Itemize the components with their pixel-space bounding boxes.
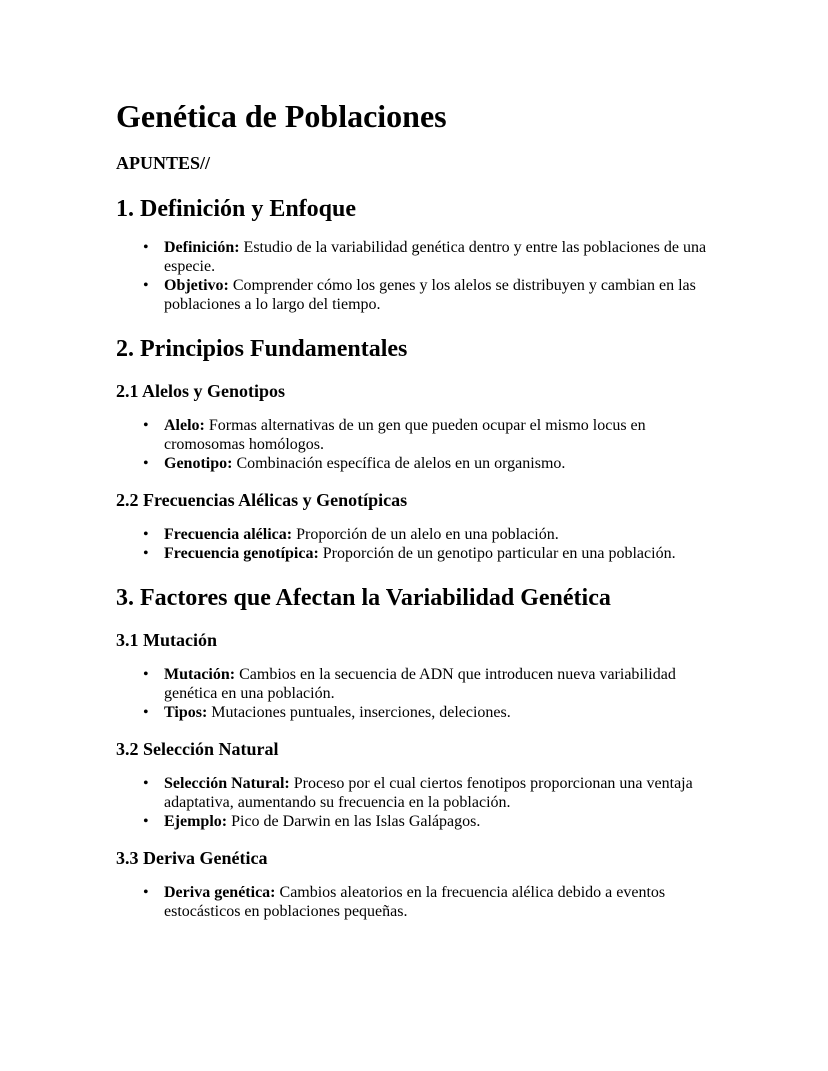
item-text: Proporción de un genotipo particular en una población.	[318, 545, 676, 562]
list-item	[143, 703, 716, 722]
item-term: Definición:	[164, 239, 240, 256]
document-page	[116, 96, 716, 921]
bullet-icon: •	[143, 545, 149, 562]
bullet-icon: •	[143, 666, 149, 683]
list-item	[143, 665, 716, 703]
bullet-icon: •	[143, 704, 149, 721]
subsection-heading: 2.2 Frecuencias Alélicas y Genotípicas	[116, 490, 408, 510]
bullet-icon: •	[143, 277, 149, 294]
item-text: Cambios en la secuencia de ADN que introducen nueva variabilidad genética en una población.	[164, 666, 676, 702]
item-text: Cambios aleatorios en la frecuencia alélica debido a eventos estocásticos en poblaciones pequeñas.	[164, 884, 666, 920]
item-term: Objetivo:	[164, 277, 229, 294]
section-heading: 1. Definición y Enfoque	[116, 196, 357, 222]
bullet-list	[116, 416, 716, 473]
bullet-icon: •	[143, 775, 149, 792]
bullet-icon: •	[143, 239, 149, 256]
list-item	[143, 812, 716, 831]
item-text: Proporción de un alelo en una población.	[292, 526, 559, 543]
list-item	[143, 276, 716, 314]
bullet-icon: •	[143, 884, 149, 901]
item-term: Frecuencia genotípica:	[164, 545, 319, 562]
subsection-heading: 3.2 Selección Natural	[116, 739, 279, 759]
item-text: Mutaciones puntuales, inserciones, deleciones.	[207, 704, 511, 721]
item-text: Estudio de la variabilidad genética dentro y entre las poblaciones de una especie.	[164, 239, 707, 275]
item-term: Tipos:	[164, 704, 208, 721]
list-item	[143, 883, 716, 921]
item-term: Selección Natural:	[164, 775, 290, 792]
bullet-list	[116, 883, 716, 921]
item-text: Formas alternativas de un gen que pueden ocupar el mismo locus en cromosomas homólogos.	[164, 417, 646, 453]
bullet-list	[116, 525, 716, 563]
item-text: Pico de Darwin en las Islas Galápagos.	[227, 813, 481, 830]
list-item	[143, 416, 716, 454]
bullet-icon: •	[143, 526, 149, 543]
item-term: Ejemplo:	[164, 813, 228, 830]
item-text: Comprender cómo los genes y los alelos se distribuyen y cambian en las poblaciones a lo largo del tiempo.	[164, 277, 696, 313]
item-term: Genotipo:	[164, 455, 233, 472]
page-subtitle: APUNTES//	[116, 153, 211, 173]
list-item	[143, 454, 716, 473]
bullet-icon: •	[143, 417, 149, 434]
bullet-list	[116, 238, 716, 314]
page-title: Genética de Poblaciones	[116, 98, 447, 134]
bullet-list	[116, 665, 716, 722]
bullet-icon: •	[143, 455, 149, 472]
bullet-icon: •	[143, 813, 149, 830]
list-item	[143, 238, 716, 276]
item-text: Proceso por el cual ciertos fenotipos proporcionan una ventaja adaptativa, aumentando su frecuencia en la población.	[164, 775, 693, 811]
item-text: Combinación específica de alelos en un organismo.	[232, 455, 566, 472]
item-term: Alelo:	[164, 417, 205, 434]
subsection-heading: 3.1 Mutación	[116, 630, 217, 650]
subsection-heading: 2.1 Alelos y Genotipos	[116, 381, 286, 401]
item-term: Deriva genética:	[164, 884, 276, 901]
list-item	[143, 774, 716, 812]
section-heading: 3. Factores que Afectan la Variabilidad Genética	[116, 585, 611, 611]
section-heading: 2. Principios Fundamentales	[116, 336, 408, 362]
item-term: Mutación:	[164, 666, 236, 683]
list-item	[143, 525, 716, 544]
subsection-heading: 3.3 Deriva Genética	[116, 848, 268, 868]
bullet-list	[116, 774, 716, 831]
item-term: Frecuencia alélica:	[164, 526, 293, 543]
list-item	[143, 544, 716, 563]
